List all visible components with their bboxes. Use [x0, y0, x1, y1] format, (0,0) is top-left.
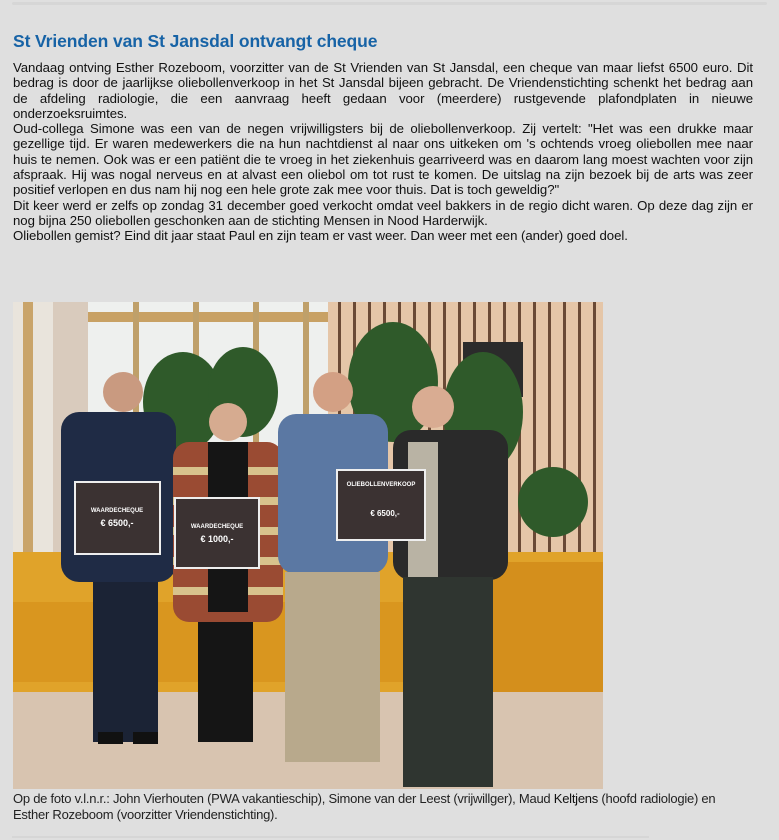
caption-text-end: (hoofd radiologie) en Esther Rozeboom (voorzitter Vriendenstichting). — [13, 791, 716, 822]
article-title: St Vrienden van St Jansdal ontvangt cheque — [13, 31, 378, 51]
caption-name-keltjens: Keltjens — [553, 791, 599, 806]
bottom-divider — [12, 836, 649, 838]
caption-text-start: Op de foto v.l.n.r.: John Vierhouten (PWA vakantieschip), Simone van der Leest (vrijwillger), Maud — [13, 791, 554, 806]
top-divider — [12, 2, 767, 5]
cheque-3-amount: € 6500,- — [370, 509, 400, 518]
cheque-1-amount: € 6500,- — [100, 518, 134, 528]
paragraph-quote: Oud-collega Simone was een van de negen vrijwilligsters bij de oliebollenverkoop. Zij vertelt: "Het was een drukke maar gezellige tijd. Er waren medewerkers die na hun nachtdienst al naar ons uitkeken om 's ochtends vroeg oliebollen mee naar huis te nemen. Ook was er een patiënt die te vroeg in het ziekenhuis gearriveerd was en daarom lang moest wachten voor zijn afspraak. Hij was nogal nerveus en at alvast een oliebol om tot rust te komen. De uitslag na zijn bezoek bij de arts was zeer positief verlopen en dus nam hij nog een hele grote zak mee voor thuis. Dat is toch geweldig?" — [13, 121, 753, 198]
cheque-2-amount: € 1000,- — [200, 534, 234, 544]
cheque-3-heading: OLIEBOLLENVERKOOP — [346, 482, 416, 488]
article-header — [13, 26, 753, 56]
cheque-1 — [75, 482, 160, 554]
article-body — [13, 60, 753, 244]
cheque-2-heading: WAARDECHEQUE — [190, 524, 244, 530]
cheque-2 — [175, 498, 259, 568]
cheque-1-heading: WAARDECHEQUE — [90, 508, 144, 514]
paragraph-intro: Vandaag ontving Esther Rozeboom, voorzitter van de St Vrienden van St Jansdal, een cheque van maar liefst 6500 euro. Dit bedrag is door de jaarlijkse oliebollenverkoop in het St Jansdal bijeen gebracht. De Vriendenstichting schenkt het bedrag aan de afdeling radiologie, die een aanvraag heeft gedaan voor (meerdere) rustgevende plafondplaten in nieuwe onderzoeksruimtes. — [13, 60, 753, 121]
photo-illustration — [13, 302, 603, 789]
paragraph-sunday: Dit keer werd er zelfs op zondag 31 december goed verkocht omdat veel bakkers in de regio dicht waren. Op deze dag zijn er nog bijna 250 oliebollen geschonken aan de stichting Mensen in Nood Harderwijk. — [13, 197, 753, 228]
photo-caption — [13, 791, 753, 823]
cheque-3 — [337, 470, 425, 540]
article-photo — [13, 302, 603, 789]
paragraph-closing: Oliebollen gemist? Eind dit jaar staat Paul en zijn team er vast weer. Dan weer met een (ander) goed doel. — [13, 228, 628, 244]
